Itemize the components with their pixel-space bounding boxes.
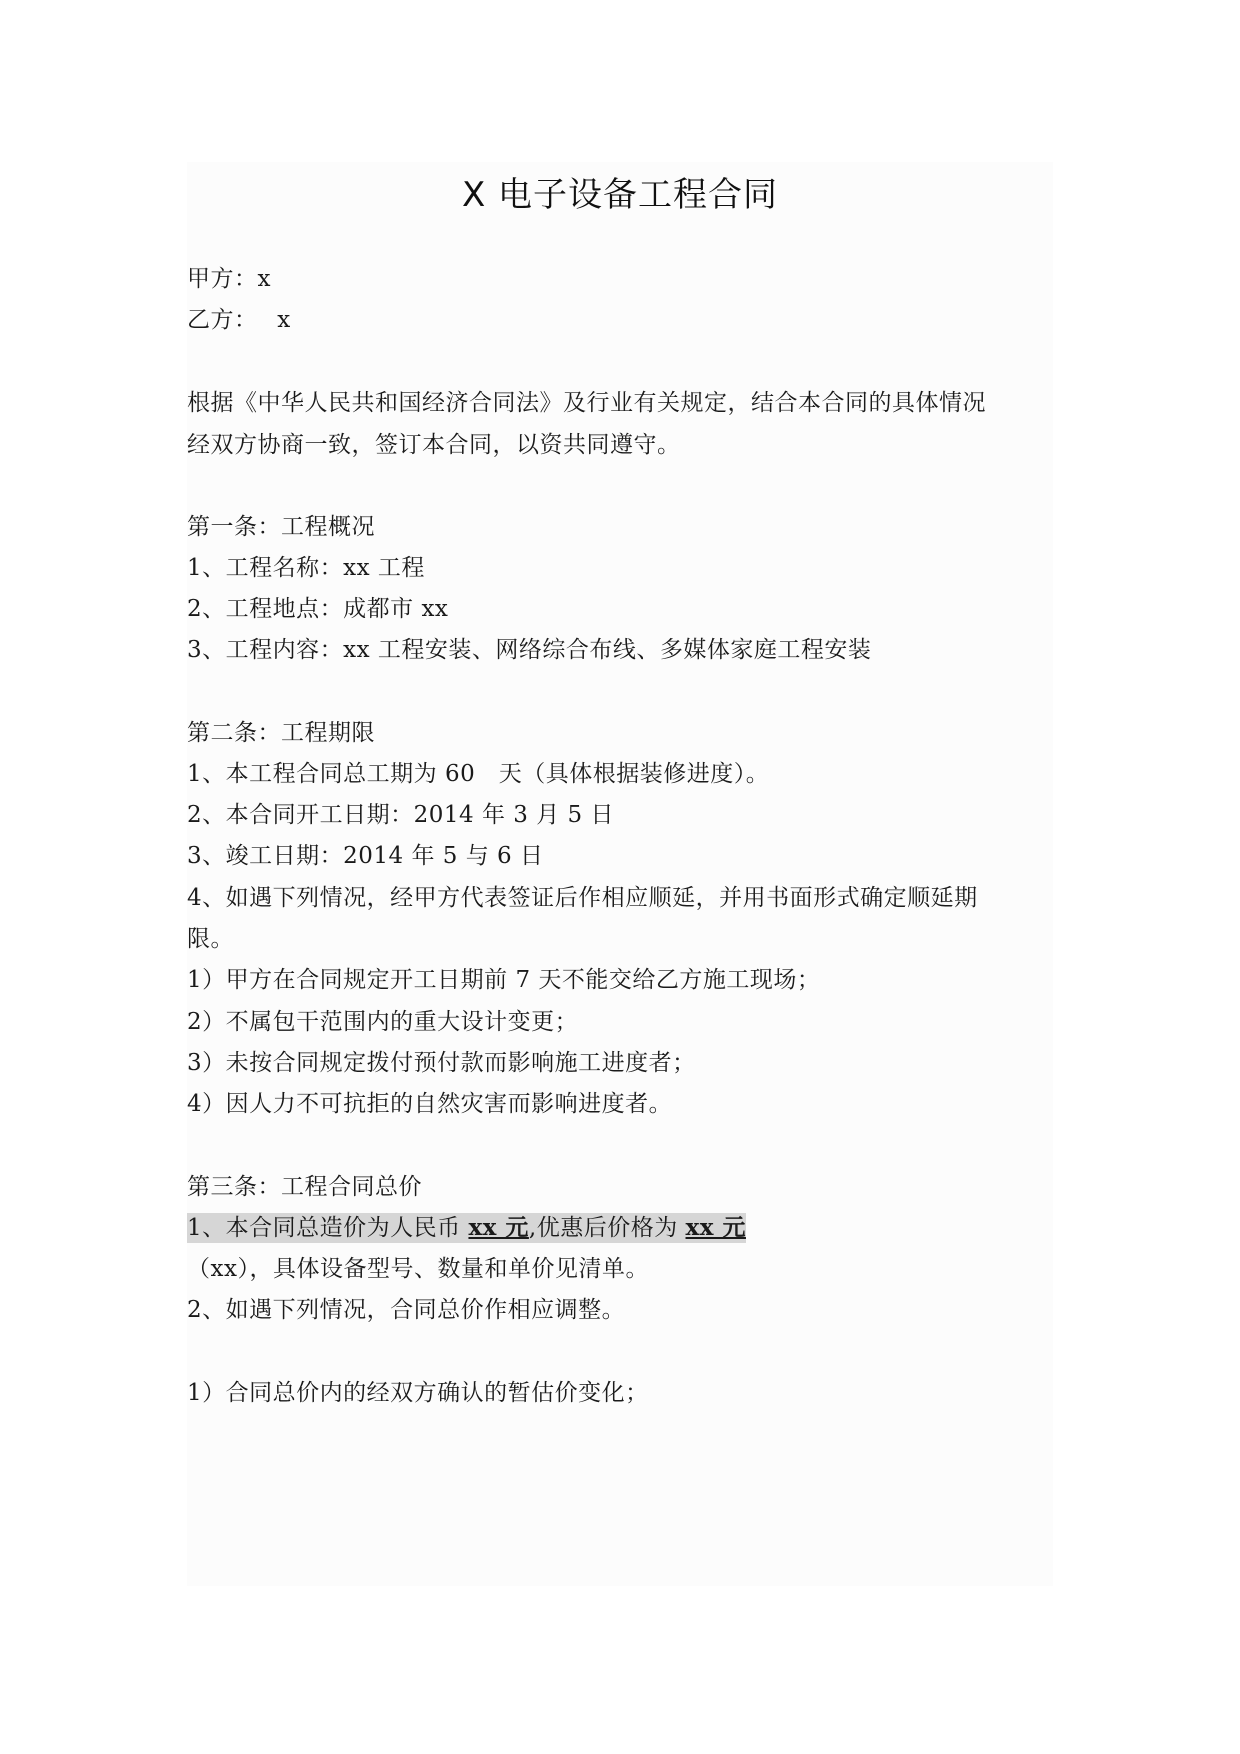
article2-item-2: 2、本合同开工日期：2014 年 3 月 5 日 bbox=[187, 802, 614, 828]
document-title: X 电子设备工程合同 bbox=[461, 175, 779, 215]
article2-item-3: 3、竣工日期：2014 年 5 与 6 日 bbox=[187, 843, 544, 869]
article1-item-3: 3、工程内容：xx 工程安装、网络综合布线、多媒体家庭工程安装 bbox=[187, 637, 872, 663]
article3-subitem-1: 1）合同总价内的经双方确认的暂估价变化； bbox=[187, 1380, 649, 1406]
article1-item-1: 1、工程名称：xx 工程 bbox=[187, 555, 425, 581]
article2-subitem-4: 4）因人力不可抗拒的自然灾害而影响进度者。 bbox=[187, 1091, 673, 1117]
article3-item-2: 2、如遇下列情况，合同总价作相应调整。 bbox=[187, 1297, 626, 1323]
article2-item-4-cont: 限。 bbox=[187, 926, 234, 952]
party-b: 乙方： x bbox=[187, 307, 291, 333]
preamble-line-1: 根据《中华人民共和国经济合同法》及行业有关规定，结合本合同的具体情况 bbox=[187, 390, 986, 416]
price-amount-discounted: xx 元 bbox=[685, 1214, 746, 1241]
article2-item-4: 4、如遇下列情况，经甲方代表签证后作相应顺延，并用书面形式确定顺延期 bbox=[187, 885, 978, 911]
article3-heading: 第三条：工程合同总价 bbox=[187, 1174, 422, 1200]
document-page bbox=[187, 162, 1053, 1586]
preamble-line-2: 经双方协商一致，签订本合同，以资共同遵守。 bbox=[187, 432, 681, 458]
article2-subitem-3: 3）未按合同规定拨付预付款而影响施工进度者； bbox=[187, 1050, 696, 1076]
price-middle: ,优惠后价格为 bbox=[528, 1215, 686, 1241]
price-amount-total: xx 元 bbox=[468, 1214, 529, 1241]
article2-heading: 第二条：工程期限 bbox=[187, 720, 375, 746]
article2-subitem-2: 2）不属包干范围内的重大设计变更； bbox=[187, 1009, 579, 1035]
article2-subitem-1: 1）甲方在合同规定开工日期前 7 天不能交给乙方施工现场； bbox=[187, 967, 821, 993]
article2-item-1: 1、本工程合同总工期为 60 天（具体根据装修进度）。 bbox=[187, 761, 770, 787]
article3-price-line bbox=[187, 1213, 746, 1243]
article1-heading: 第一条：工程概况 bbox=[187, 514, 375, 540]
article3-item-1-cont: （xx），具体设备型号、数量和单价见清单。 bbox=[187, 1256, 649, 1282]
price-prefix: 1、本合同总造价为人民币 bbox=[187, 1215, 469, 1241]
party-a: 甲方：x bbox=[187, 266, 271, 292]
article1-item-2: 2、工程地点：成都市 xx bbox=[187, 596, 449, 622]
